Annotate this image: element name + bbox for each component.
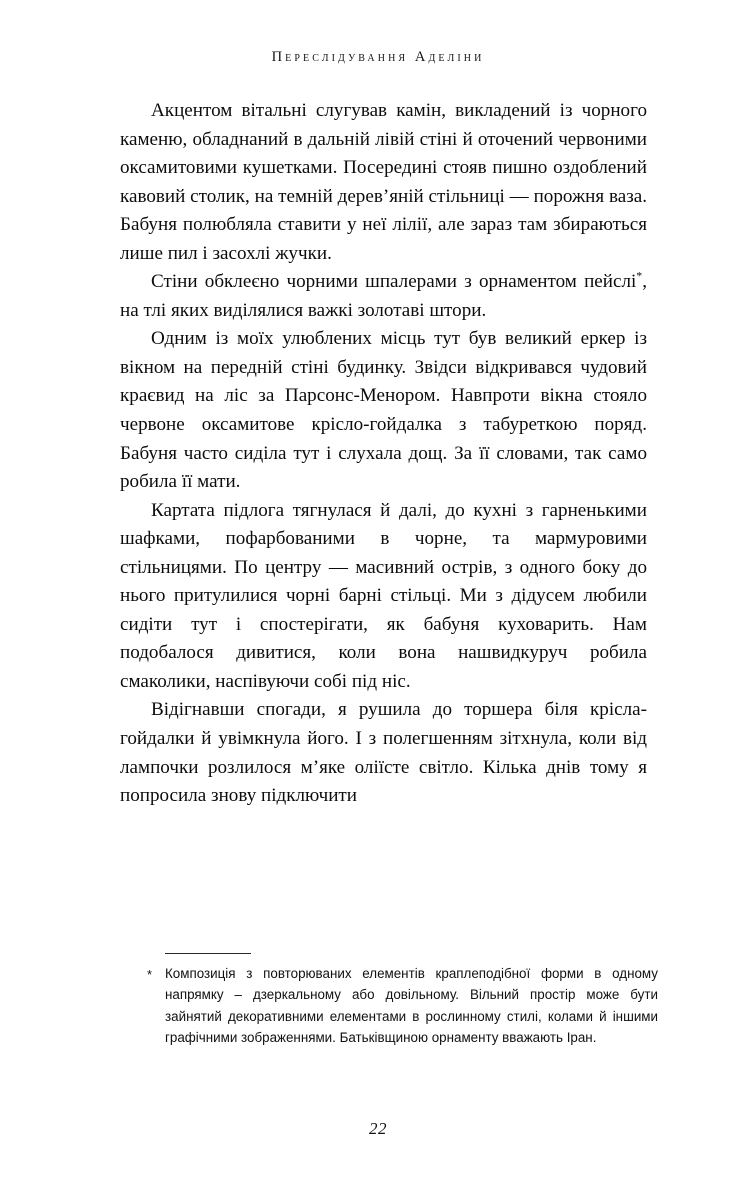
- footnote-text: Композиція з повторюваних елементів краплеподібної форми в одному напрямку – дзеркальному або довільному. Вільний простір може бути зайнятий декоративними елементами в рослинному стилі, колами й іншими графічними зображеннями. Батьківщиною орнаменту вважають Іран.: [165, 966, 658, 1046]
- paragraph-2-text-after-footnote-ref: , на тлі яких виділялися важкі золотаві штори.: [120, 271, 647, 321]
- running-header: Переслідування Аделіни: [271, 49, 485, 65]
- footnote-reference-marker[interactable]: *: [636, 268, 643, 283]
- footnote-section: [120, 953, 658, 1049]
- paragraph-3: Одним із моїх улюблених місць тут був великий еркер із вікном на передній стіні будинку. Звідси відкривався чудовий краєвид на ліс за Парсонс-Менором. Навпроти вікна стояло червоне оксамитове крісло-гойдалка з табуреткою поряд. Бабуня часто сиділа тут і слухала дощ. За її словами, так само робила її мати.: [120, 328, 647, 493]
- paragraph-5: Відігнавши спогади, я рушила до торшера біля крісла-гойдалки й увімкнула його. І з полегшенням зітхнула, коли від лампочки розлилося м’яке оліїсте світло. Кілька днів тому я попросила знову підключити: [120, 699, 647, 807]
- footnote-separator-rule: [165, 953, 251, 954]
- footnote-marker: *: [147, 967, 153, 982]
- body-text-block: [120, 97, 647, 811]
- paragraph-2: [120, 268, 647, 325]
- footnote-body: [120, 963, 658, 1049]
- page-number: 22: [369, 1119, 387, 1138]
- paragraph-1: Акцентом вітальні слугував камін, викладений із чорного каменю, обладнаний в дальній лівій стіні й оточений червоними оксамитовими кушетками. Посередині стояв пишно оздоблений кавовий столик, на темній дерев’яній стільниці — порожня ваза. Бабуня полюбляла ставити у неї лілії, але зараз там збираються лише пил і засохлі жучки.: [120, 100, 647, 264]
- paragraph-4: Картата підлога тягнулася й далі, до кухні з гарненькими шафками, пофарбованими в чорне, та мармуровими стільницями. По центру — масивний острів, з одного боку до нього притулилися чорні барні стільці. Ми з дідусем любили сидіти тут і спостерігати, як бабуня куховарить. Нам подобалося дивитися, коли вона нашвидкуруч робила смаколики, наспівуючи собі під ніс.: [120, 499, 647, 692]
- paragraph-2-text-before-footnote-ref: Стіни обклеєно чорними шпалерами з орнаментом пейслі: [151, 271, 637, 293]
